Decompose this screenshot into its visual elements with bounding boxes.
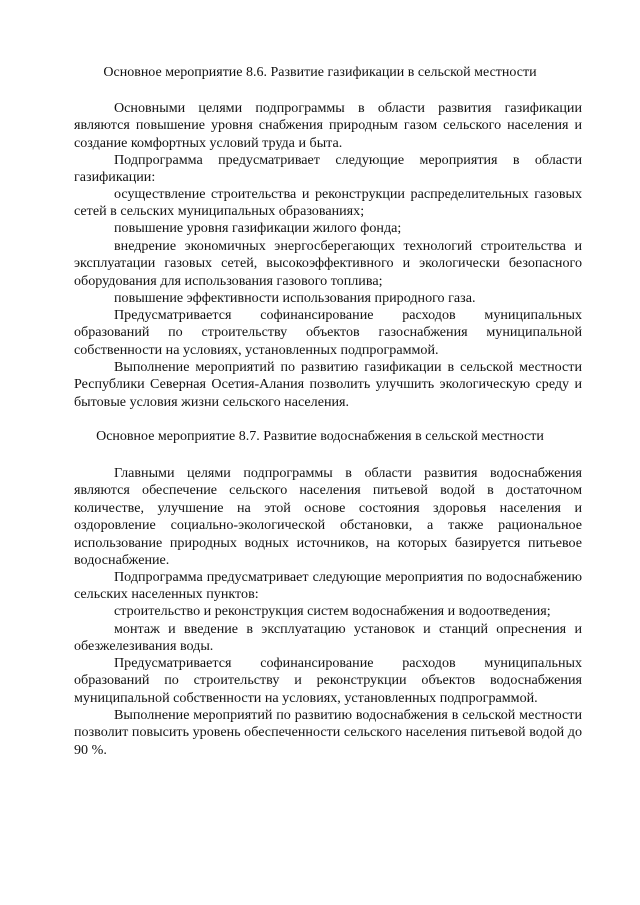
paragraph-gas-cofinancing: Предусматривается софинансирование расходов муниципальных образований по строительству объектов газоснабжения муниципальной собственности на условиях, установленных подпрограммой. — [74, 307, 582, 358]
list-item-gas-networks: осуществление строительства и реконструкции распределительных газовых сетей в сельских муниципальных образованиях; — [74, 186, 582, 220]
section-heading-8-7: Основное мероприятие 8.7. Развитие водоснабжения в сельской местности — [96, 429, 544, 444]
paragraph-gas-outcome: Выполнение мероприятий по развитию газификации в сельской местности Республики Северная Осетия-Алания позволить улучшить экологическую среду и бытовые условия жизни сельского населения. — [74, 359, 582, 410]
section-heading-8-6: Основное мероприятие 8.6. Развитие газификации в сельской местности — [103, 65, 537, 80]
list-item-gas-efficiency: повышение эффективности использования природного газа. — [114, 290, 476, 306]
paragraph-gas-goals: Основными целями подпрограммы в области развития газификации являются повышение уровня снабжения природным газом сельского населения и создание комфортных условий труда и быта. — [74, 100, 582, 151]
paragraph-gas-measures-intro: Подпрограмма предусматривает следующие мероприятия в области газификации: — [74, 152, 582, 186]
paragraph-water-measures-intro: Подпрограмма предусматривает следующие мероприятия по водоснабжению сельских населенных пунктов: — [74, 569, 582, 603]
paragraph-water-cofinancing: Предусматривается софинансирование расходов муниципальных образований по строительству и реконструкции объектов водоснабжения муниципальной собственности на условиях, установленных подпрограммой. — [74, 655, 582, 706]
list-item-desalination: монтаж и введение в эксплуатацию установок и станций опреснения и обезжелезивания воды. — [74, 621, 582, 655]
list-item-housing-gasification: повышение уровня газификации жилого фонда; — [114, 220, 402, 236]
paragraph-water-goals: Главными целями подпрограммы в области развития водоснабжения являются обеспечение сельского населения питьевой водой в достаточном количестве, улучшение на этой основе состояния здоровья населения и оздоровление социально-экологической обстановки, а также рациональное использование природных водных источников, на которых базируется питьевое водоснабжение. — [74, 465, 582, 569]
list-item-water-systems: строительство и реконструкция систем водоснабжения и водоотведения; — [114, 603, 551, 619]
paragraph-water-outcome: Выполнение мероприятий по развитию водоснабжения в сельской местности позволит повысить уровень обеспеченности сельского населения питьевой водой до 90 %. — [74, 707, 582, 758]
list-item-energy-saving: внедрение экономичных энергосберегающих технологий строительства и эксплуатации газовых сетей, высокоэффективного и экологически безопасного оборудования для использования газового топлива; — [74, 238, 582, 289]
